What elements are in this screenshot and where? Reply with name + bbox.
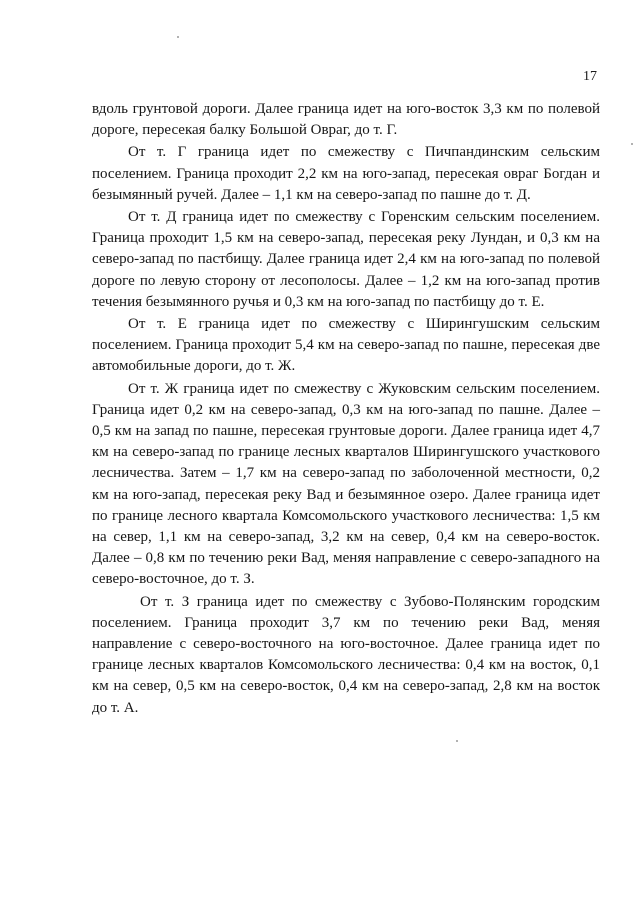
paragraph-point-zh: От т. Ж граница идет по смежеству с Жуковским сельским поселением. Граница идет 0,2 км на северо-запад, 0,3 км на юго-запад по пашне. Далее – 0,5 км на запад по пашне, пересекая грунтовые дороги. Далее граница идет 4,7 км на северо-запад по границе лесных кварталов Ширингушского участкового лесничества. Затем – 1,7 км на северо-запад по заболоченной местности, 0,2 км на юго-запад, пересекая реку Вад и безымянное озеро. Далее граница идет по границе лесного квартала Комсомольского участкового лесничества: 1,5 км на север, 1,1 км на северо-запад, 3,2 км на север, 0,4 км на северо-восток. Далее – 0,8 км по течению реки Вад, меняя направление с северо-западного на северо-восточное, до т. З.	[92, 380, 600, 588]
paragraph-continuation: вдоль грунтовой дороги. Далее граница идет на юго-восток 3,3 км по полевой дороге, пересекая балку Большой Овраг, до т. Г.	[92, 101, 600, 139]
paragraph-point-g: От т. Г граница идет по смежеству с Пичпандинским сельским поселением. Граница проходит 2,2 км на юго-запад, пересекая овраг Богдан и безымянный ручей. Далее – 1,1 км на северо-запад по пашне до т. Д.	[92, 144, 600, 203]
scan-speck	[456, 740, 458, 742]
page-number: 17	[583, 69, 597, 84]
paragraph-point-e: От т. Е граница идет по смежеству с Ширингушским сельским поселением. Граница проходит 5,4 км на северо-запад по пашне, пересекая две автомобильные дороги, до т. Ж.	[92, 316, 600, 375]
scan-speck	[631, 143, 633, 145]
document-body	[92, 99, 600, 720]
paragraph-point-z: От т. З граница идет по смежеству с Зубово-Полянским городским поселением. Граница проходит 3,7 км по течению реки Вад, меняя направление с северо-восточного на юго-восточное. Далее граница идет по границе лесных кварталов Комсомольского лесничества: 0,4 км на восток, 0,1 км на север, 0,5 км на северо-восток, 0,4 км на северо-запад, 2,8 км на восток до т. А.	[92, 593, 600, 716]
scan-speck	[177, 36, 179, 38]
paragraph-point-d: От т. Д граница идет по смежеству с Горенским сельским поселением. Граница проходит 1,5 км на северо-запад, пересекая реку Лундан, и 0,3 км на северо-запад по пастбищу. Далее граница идет 2,4 км на юго-запад по полевой дороге по левую сторону от лесополосы. Далее – 1,2 км на юго-запад против течения безымянного ручья и 0,3 км на юго-запад по пастбищу до т. Е.	[92, 209, 600, 310]
